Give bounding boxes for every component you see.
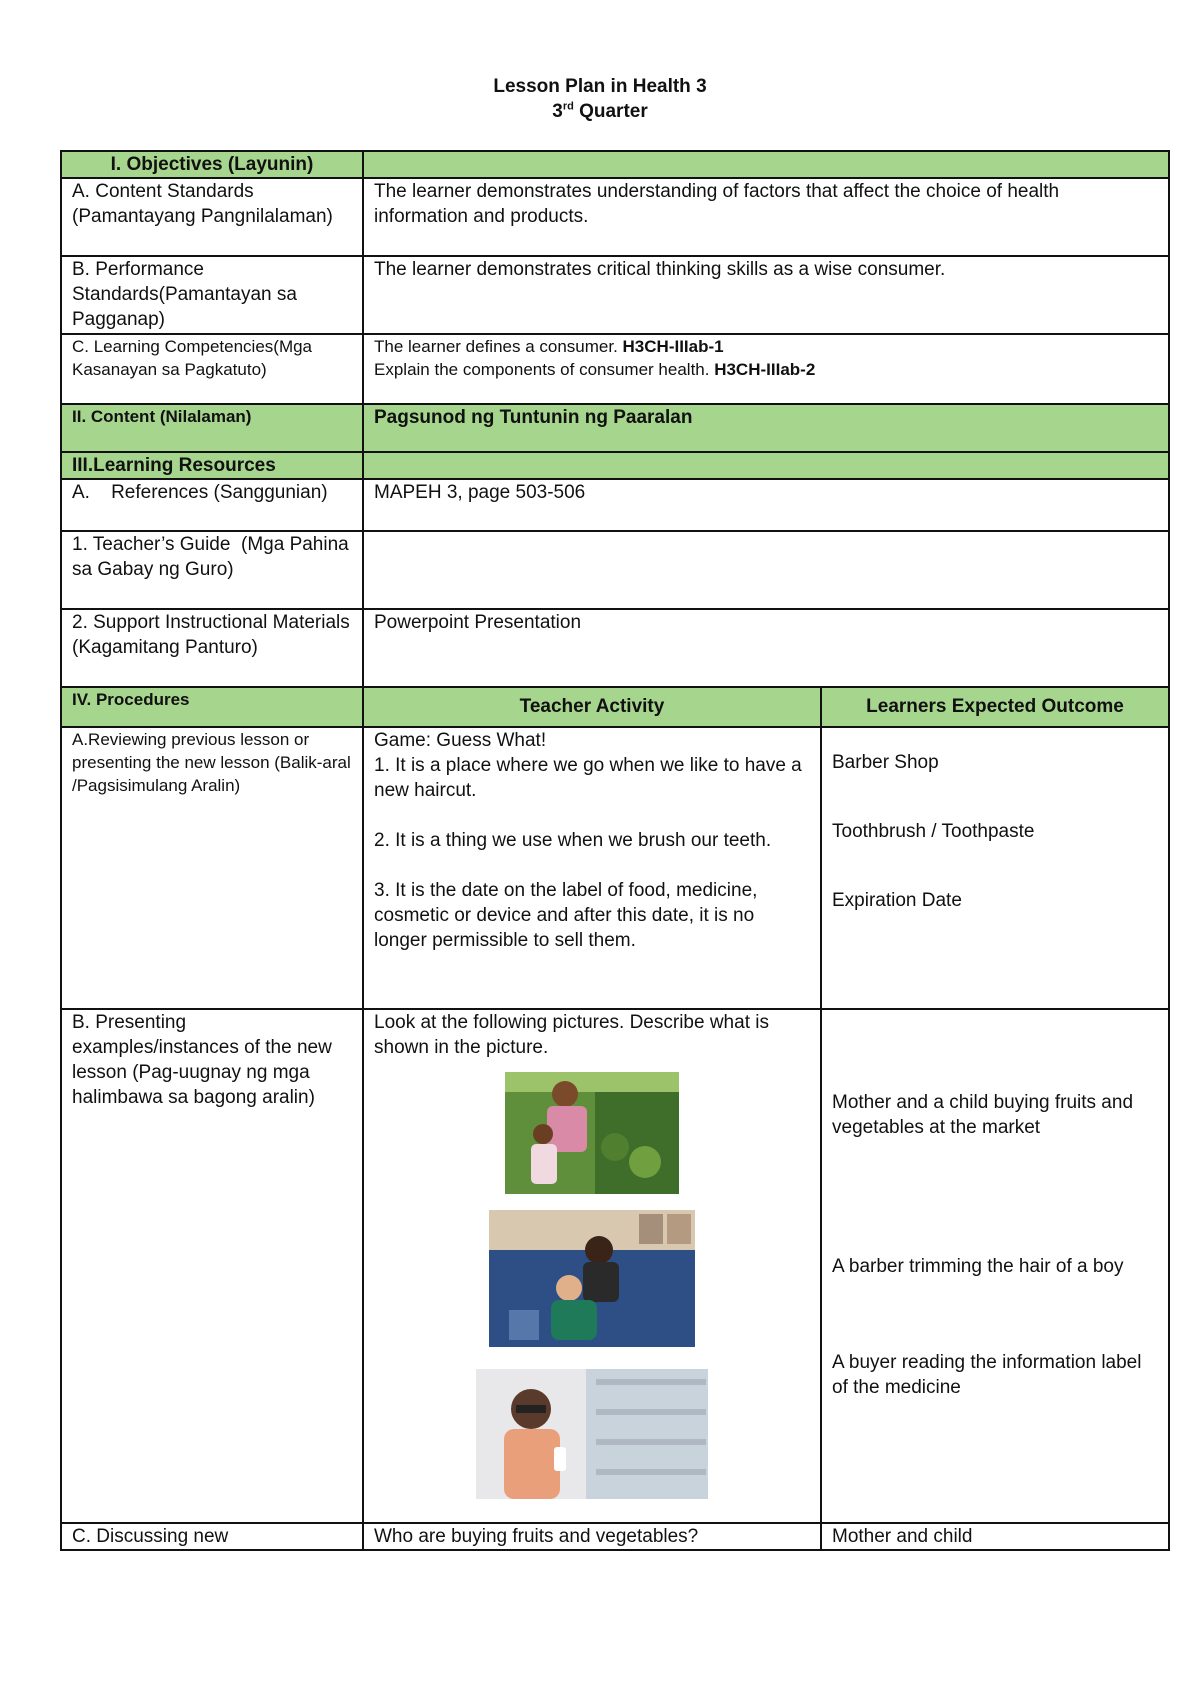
performance-standards-label: B. Performance Standards(Pamantayan sa Pagganap)	[61, 256, 363, 334]
objectives-header-fill	[363, 151, 1169, 178]
barber-photo	[489, 1210, 695, 1347]
document-quarter: 3rd Quarter	[552, 100, 648, 122]
competencies-label: C. Learning Competencies(Mga Kasanayan sa Pagkatuto)	[61, 334, 363, 404]
resources-header-fill	[363, 452, 1169, 479]
procedure-a-label: A.Reviewing previous lesson or presenting the new lesson (Balik-aral /Pagsisimulang Aralin)	[61, 727, 363, 1009]
references-label: A. References (Sanggunian)	[61, 479, 363, 531]
support-materials-value: Powerpoint Presentation	[363, 609, 1169, 687]
procedure-c-question: Who are buying fruits and vegetables?	[363, 1523, 821, 1550]
procedure-c-answer: Mother and child	[821, 1523, 1169, 1550]
procedure-a-learner	[821, 727, 1169, 1009]
support-materials-label: 2. Support Instructional Materials (Kagamitang Panturo)	[61, 609, 363, 687]
game-question-2: 2. It is a thing we use when we brush our teeth.	[374, 830, 772, 851]
picture-answer-1: Mother and a child buying fruits and vegetables at the market	[832, 1092, 1134, 1138]
answer-1: Barber Shop	[832, 752, 939, 773]
competencies-text: The learner defines a consumer. H3CH-IIIab-1 Explain the components of consumer health. H3CH-IIIab-2	[363, 334, 1169, 404]
learner-outcome-header: Learners Expected Outcome	[821, 687, 1169, 727]
content-standards-label: A. Content Standards (Pamantayang Pangnilalaman)	[61, 178, 363, 256]
references-value: MAPEH 3, page 503-506	[363, 479, 1169, 531]
teacher-activity-header: Teacher Activity	[363, 687, 821, 727]
content-standards-text: The learner demonstrates understanding of factors that affect the choice of health information and products.	[363, 178, 1169, 256]
answer-3: Expiration Date	[832, 890, 962, 911]
answer-2: Toothbrush / Toothpaste	[832, 821, 1035, 842]
resources-header: III.Learning Resources	[61, 452, 363, 479]
picture-instruction: Look at the following pictures. Describe what is shown in the picture.	[374, 1012, 769, 1058]
procedure-a-teacher	[363, 727, 821, 1009]
content-value: Pagsunod ng Tuntunin ng Paaralan	[363, 404, 1169, 452]
pharmacy-photo	[476, 1369, 708, 1499]
market-photo	[505, 1072, 679, 1194]
document-title-block	[0, 74, 1200, 124]
teachers-guide-value	[363, 531, 1169, 609]
content-header: II. Content (Nilalaman)	[61, 404, 363, 452]
performance-standards-text: The learner demonstrates critical thinking skills as a wise consumer.	[363, 256, 1169, 334]
objectives-header: I. Objectives (Layunin)	[61, 151, 363, 178]
procedure-b-teacher	[363, 1009, 821, 1523]
game-question-1: 1. It is a place where we go when we like to have a new haircut.	[374, 755, 802, 801]
procedures-header: IV. Procedures	[61, 687, 363, 727]
procedure-b-label: B. Presenting examples/instances of the new lesson (Pag-uugnay ng mga halimbawa sa bagong aralin)	[61, 1009, 363, 1523]
picture-answer-3: A buyer reading the information label of the medicine	[832, 1352, 1142, 1398]
lesson-plan-table	[60, 150, 1170, 1551]
procedure-c-label: C. Discussing new	[61, 1523, 363, 1550]
procedure-b-learner	[821, 1009, 1169, 1523]
game-question-3: 3. It is the date on the label of food, medicine, cosmetic or device and after this date, it is no longer permissible to sell them.	[374, 880, 758, 951]
game-title: Game: Guess What!	[374, 730, 547, 751]
document-title: Lesson Plan in Health 3	[493, 76, 707, 97]
picture-answer-2: A barber trimming the hair of a boy	[832, 1256, 1124, 1277]
teachers-guide-label: 1. Teacher’s Guide (Mga Pahina sa Gabay ng Guro)	[61, 531, 363, 609]
